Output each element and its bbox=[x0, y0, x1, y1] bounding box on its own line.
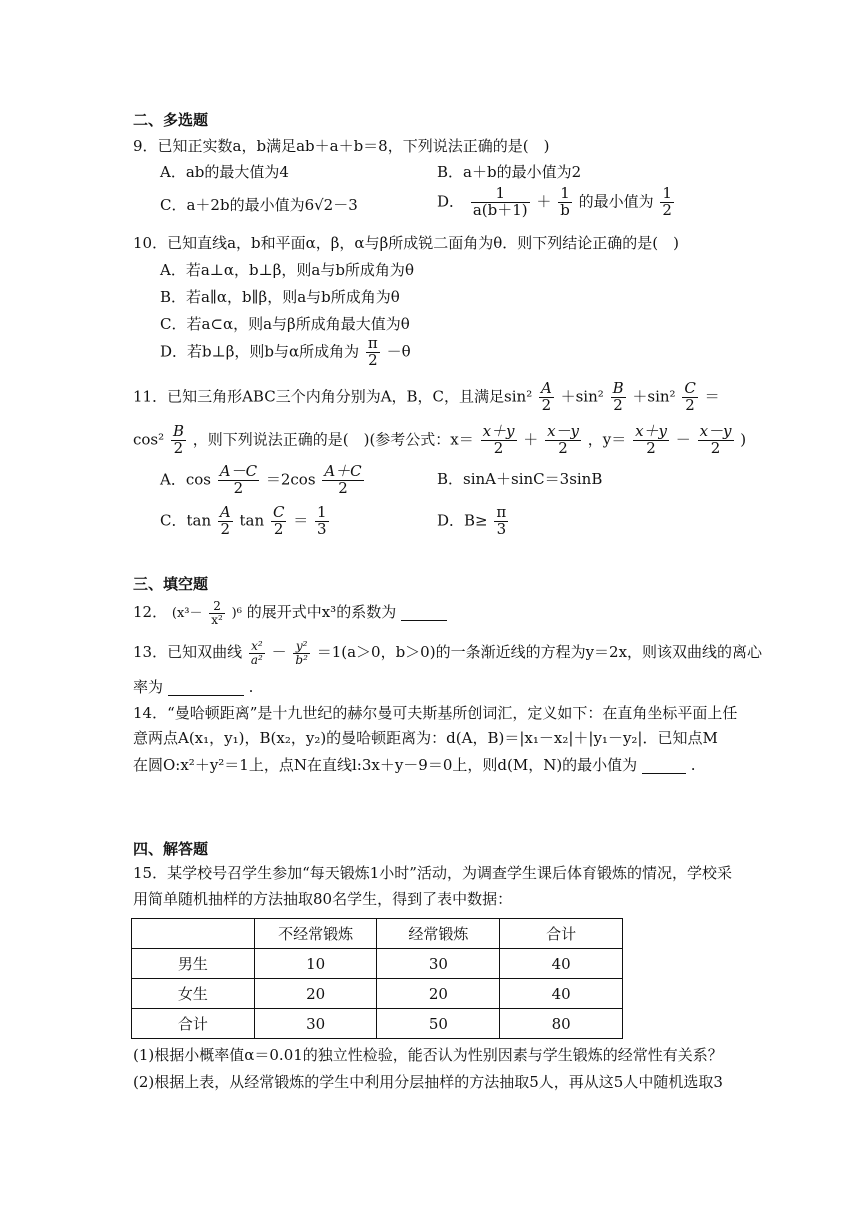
fraction-denominator: 2 bbox=[273, 519, 284, 538]
fraction-denominator: 2 bbox=[685, 395, 695, 414]
question-15-part-1: (1)根据小概率值α＝0.01的独立性检验，能否认为性别因素与学生锻炼的经常性有关系？ bbox=[133, 1046, 723, 1064]
fraction-numerator: B bbox=[612, 379, 624, 397]
fraction-numerator: A－C bbox=[219, 462, 258, 480]
q11-option-b: B．sinA＋sinC＝3sinB bbox=[437, 470, 603, 488]
q9-d-fraction-1 bbox=[471, 186, 530, 219]
fraction-denominator: a(b＋1) bbox=[472, 200, 528, 219]
q11-equals: ＝ bbox=[704, 387, 720, 406]
section-heading-fill-in: 三、填空题 bbox=[133, 575, 209, 593]
question-14-line-2: 意两点A(x₁，y₁)，B(x₂，y₂)的曼哈顿距离为：d(A，B)＝|x₁－x₂|＋|y₁－y₂|．已知点M bbox=[133, 729, 718, 747]
q10-d-fraction bbox=[366, 336, 380, 369]
q10-option-a: A．若a⊥α，b⊥β，则a与b所成角为θ bbox=[160, 261, 414, 279]
fraction-denominator: 2 bbox=[233, 478, 244, 497]
fraction-numerator: 1 bbox=[662, 184, 672, 202]
question-15-line-1: 15．某学校号召学生参加“每天锻炼1小时”活动，为调查学生课后体育锻炼的情况，学校采 bbox=[133, 864, 732, 882]
fraction-denominator: b bbox=[560, 200, 570, 219]
q11-option-d bbox=[437, 505, 510, 538]
question-13-line-1 bbox=[133, 640, 762, 666]
question-14-line-3 bbox=[133, 758, 696, 774]
q14-period: . bbox=[690, 756, 696, 774]
q11-d-frac bbox=[494, 505, 508, 538]
section-heading-solutions: 四、解答题 bbox=[133, 840, 209, 858]
table-header-row bbox=[132, 919, 623, 949]
table-header-cell bbox=[132, 919, 255, 949]
table-cell: 20 bbox=[377, 979, 500, 1009]
fraction-denominator: x² bbox=[211, 612, 223, 627]
q11-c-eq: ＝ bbox=[293, 511, 309, 530]
fraction-denominator: 2 bbox=[220, 519, 231, 538]
fraction-denominator: 2 bbox=[493, 438, 504, 457]
fraction-numerator: x－y bbox=[547, 422, 580, 440]
fraction-numerator: 1 bbox=[317, 503, 327, 521]
q11-frac-a bbox=[539, 381, 554, 414]
fraction-denominator: 2 bbox=[710, 438, 721, 457]
q12-frac bbox=[209, 600, 225, 626]
fraction-denominator: a² bbox=[250, 652, 263, 667]
q9-option-d bbox=[437, 186, 676, 219]
table-row bbox=[132, 1009, 623, 1039]
fraction-numerator: x＋y bbox=[635, 422, 667, 440]
q12-pre: 12． bbox=[133, 603, 168, 622]
fraction-numerator: C bbox=[684, 379, 696, 397]
table-header-cell: 不经常锻炼 bbox=[254, 919, 377, 949]
q9-d-text: 的最小值为 bbox=[578, 192, 654, 211]
q11-ref-frac-4 bbox=[698, 424, 734, 457]
question-13-line-2 bbox=[133, 680, 253, 696]
q13-frac-1 bbox=[249, 640, 265, 666]
fraction-numerator: 1 bbox=[471, 186, 530, 203]
table-row bbox=[132, 949, 623, 979]
table-cell: 合计 bbox=[132, 1009, 255, 1039]
q11-ref-minus: － bbox=[675, 430, 691, 449]
fraction-numerator: B bbox=[172, 422, 184, 440]
fraction-denominator: 2 bbox=[662, 200, 672, 219]
q9-d-fraction-2 bbox=[558, 186, 572, 219]
table-cell: 30 bbox=[377, 949, 500, 979]
q11-ref-frac-1 bbox=[481, 424, 517, 457]
q10-d-post: －θ bbox=[386, 342, 411, 361]
survey-data-table bbox=[131, 918, 623, 1039]
q11-a-frac-2 bbox=[322, 464, 363, 497]
q13-period: . bbox=[248, 678, 254, 696]
q11-c-frac-2 bbox=[271, 505, 286, 538]
table-cell: 40 bbox=[500, 979, 623, 1009]
q10-option-d bbox=[160, 336, 411, 369]
table-cell: 10 bbox=[254, 949, 377, 979]
question-10-stem: 10．已知直线a，b和平面α，β，α与β所成锐二面角为θ．则下列结论正确的是( ) bbox=[133, 234, 679, 252]
table-cell: 80 bbox=[500, 1009, 623, 1039]
q12-answer-blank[interactable] bbox=[401, 605, 447, 621]
question-11-line-2 bbox=[133, 424, 746, 457]
table-cell: 20 bbox=[254, 979, 377, 1009]
q9-option-b: B．a＋b的最小值为2 bbox=[437, 163, 582, 181]
q11-c-tan: tan bbox=[239, 511, 265, 530]
q11-cos2: cos² bbox=[133, 430, 165, 449]
table-row bbox=[132, 979, 623, 1009]
table-cell: 40 bbox=[500, 949, 623, 979]
q13-pre: 13．已知双曲线 bbox=[133, 643, 243, 662]
table-cell: 女生 bbox=[132, 979, 255, 1009]
question-12 bbox=[133, 600, 447, 626]
q13-line2: 率为 bbox=[133, 678, 164, 696]
q12-text: 的展开式中x³的系数为 bbox=[246, 603, 397, 622]
question-15-line-2: 用简单随机抽样的方法抽取80名学生，得到了表中数据： bbox=[133, 890, 513, 908]
fraction-numerator: A bbox=[219, 503, 231, 521]
question-9-stem: 9．已知正实数a，b满足ab＋a＋b＝8，下列说法正确的是( ) bbox=[133, 137, 550, 155]
question-11-line-1 bbox=[133, 381, 720, 414]
fraction-numerator: A bbox=[540, 379, 552, 397]
fraction-denominator: 2 bbox=[613, 395, 623, 414]
fraction-denominator: 3 bbox=[496, 519, 507, 538]
fraction-numerator: y² bbox=[293, 640, 310, 654]
fraction-numerator: 1 bbox=[558, 186, 572, 203]
fraction-denominator: b² bbox=[295, 652, 308, 667]
q9-option-c: C．a＋2b的最小值为6√2－3 bbox=[160, 196, 358, 214]
fraction-denominator: 2 bbox=[541, 395, 552, 414]
q11-stem-text: 11．已知三角形ABC三个内角分别为A，B，C，且满足sin² bbox=[133, 387, 533, 406]
q14-answer-blank[interactable] bbox=[642, 758, 686, 774]
q11-ref-frac-3 bbox=[633, 424, 669, 457]
q11-a-mid: ＝2cos bbox=[265, 470, 316, 489]
q11-c-frac-3 bbox=[315, 505, 329, 538]
fraction-numerator: π bbox=[496, 503, 507, 521]
fraction-numerator: x² bbox=[249, 640, 265, 654]
table-cell: 男生 bbox=[132, 949, 255, 979]
q14-l3-text: 在圆O:x²＋y²＝1上，点N在直线l:3x＋y－9＝0上，则d(M，N)的最小值为 bbox=[133, 756, 638, 774]
q11-ref-close: ) bbox=[740, 430, 747, 449]
q9-option-a: A．ab的最大值为4 bbox=[160, 163, 289, 181]
q11-option-a bbox=[160, 464, 366, 497]
fraction-numerator: x＋y bbox=[482, 422, 515, 440]
q11-ref-plus: ＋ bbox=[523, 430, 539, 449]
fraction-denominator: 2 bbox=[646, 438, 656, 457]
q13-frac-2 bbox=[293, 640, 310, 666]
q10-option-c: C．若a⊂α，则a与β所成角最大值为θ bbox=[160, 315, 410, 333]
q11-option-c bbox=[160, 505, 331, 538]
q10-d-text: D．若b⊥β，则b与α所成角为 bbox=[160, 342, 360, 361]
table-header-cell: 经常锻炼 bbox=[377, 919, 500, 949]
q11-d-pre: D．B≥ bbox=[437, 511, 488, 530]
table-cell: 50 bbox=[377, 1009, 500, 1039]
fraction-denominator: 3 bbox=[317, 519, 327, 538]
q11-frac-b bbox=[611, 381, 626, 414]
q11-plus-sin2-2: ＋sin² bbox=[632, 387, 676, 406]
q9-d-label: D． bbox=[437, 192, 465, 211]
fraction-denominator: 2 bbox=[368, 350, 378, 369]
fraction-numerator: x－y bbox=[699, 422, 732, 440]
q11-frac-b2 bbox=[171, 424, 186, 457]
q11-frac-c bbox=[682, 381, 697, 414]
q11-a-pre: A．cos bbox=[160, 470, 211, 489]
section-heading-multiple-choice: 二、多选题 bbox=[133, 111, 209, 129]
fraction-denominator: 2 bbox=[173, 438, 184, 457]
q13-answer-blank[interactable] bbox=[168, 680, 244, 696]
table-cell: 30 bbox=[254, 1009, 377, 1039]
q11-plus-sin2-1: ＋sin² bbox=[560, 387, 604, 406]
q13-post: ＝1(a＞0，b＞0)的一条渐近线的方程为y＝2x，则该双曲线的离心 bbox=[316, 643, 763, 662]
question-15-part-2: (2)根据上表，从经常锻炼的学生中利用分层抽样的方法抽取5人，再从这5人中随机选取3 bbox=[133, 1073, 723, 1091]
q12-expr-post: )⁶ bbox=[231, 606, 242, 622]
q10-option-b: B．若a∥α，b∥β，则a与b所成角为θ bbox=[160, 288, 400, 306]
fraction-numerator: 2 bbox=[209, 600, 225, 614]
q11-ref-frac-2 bbox=[545, 424, 581, 457]
question-14-line-1: 14．“曼哈顿距离”是十九世纪的赫尔曼可夫斯基所创词汇，定义如下：在直角坐标平面上任 bbox=[133, 704, 738, 722]
fraction-numerator: C bbox=[272, 503, 285, 521]
q12-expr: (x³－ bbox=[171, 606, 203, 622]
q11-stem-mid: ，则下列说法正确的是( )(参考公式：x＝ bbox=[192, 430, 474, 449]
q11-c-pre: C．tan bbox=[160, 511, 212, 530]
q9-d-plus: ＋ bbox=[536, 192, 552, 211]
fraction-denominator: 2 bbox=[558, 438, 568, 457]
fraction-denominator: 2 bbox=[338, 478, 348, 497]
table-header-cell: 合计 bbox=[500, 919, 623, 949]
fraction-numerator: A＋C bbox=[324, 462, 362, 480]
q11-c-frac-1 bbox=[218, 505, 233, 538]
fraction-numerator: π bbox=[367, 334, 378, 352]
q11-ref-y: ，y＝ bbox=[587, 430, 627, 449]
q11-a-frac-1 bbox=[218, 464, 259, 497]
q9-d-fraction-3 bbox=[660, 186, 674, 219]
q13-minus: － bbox=[271, 643, 287, 662]
